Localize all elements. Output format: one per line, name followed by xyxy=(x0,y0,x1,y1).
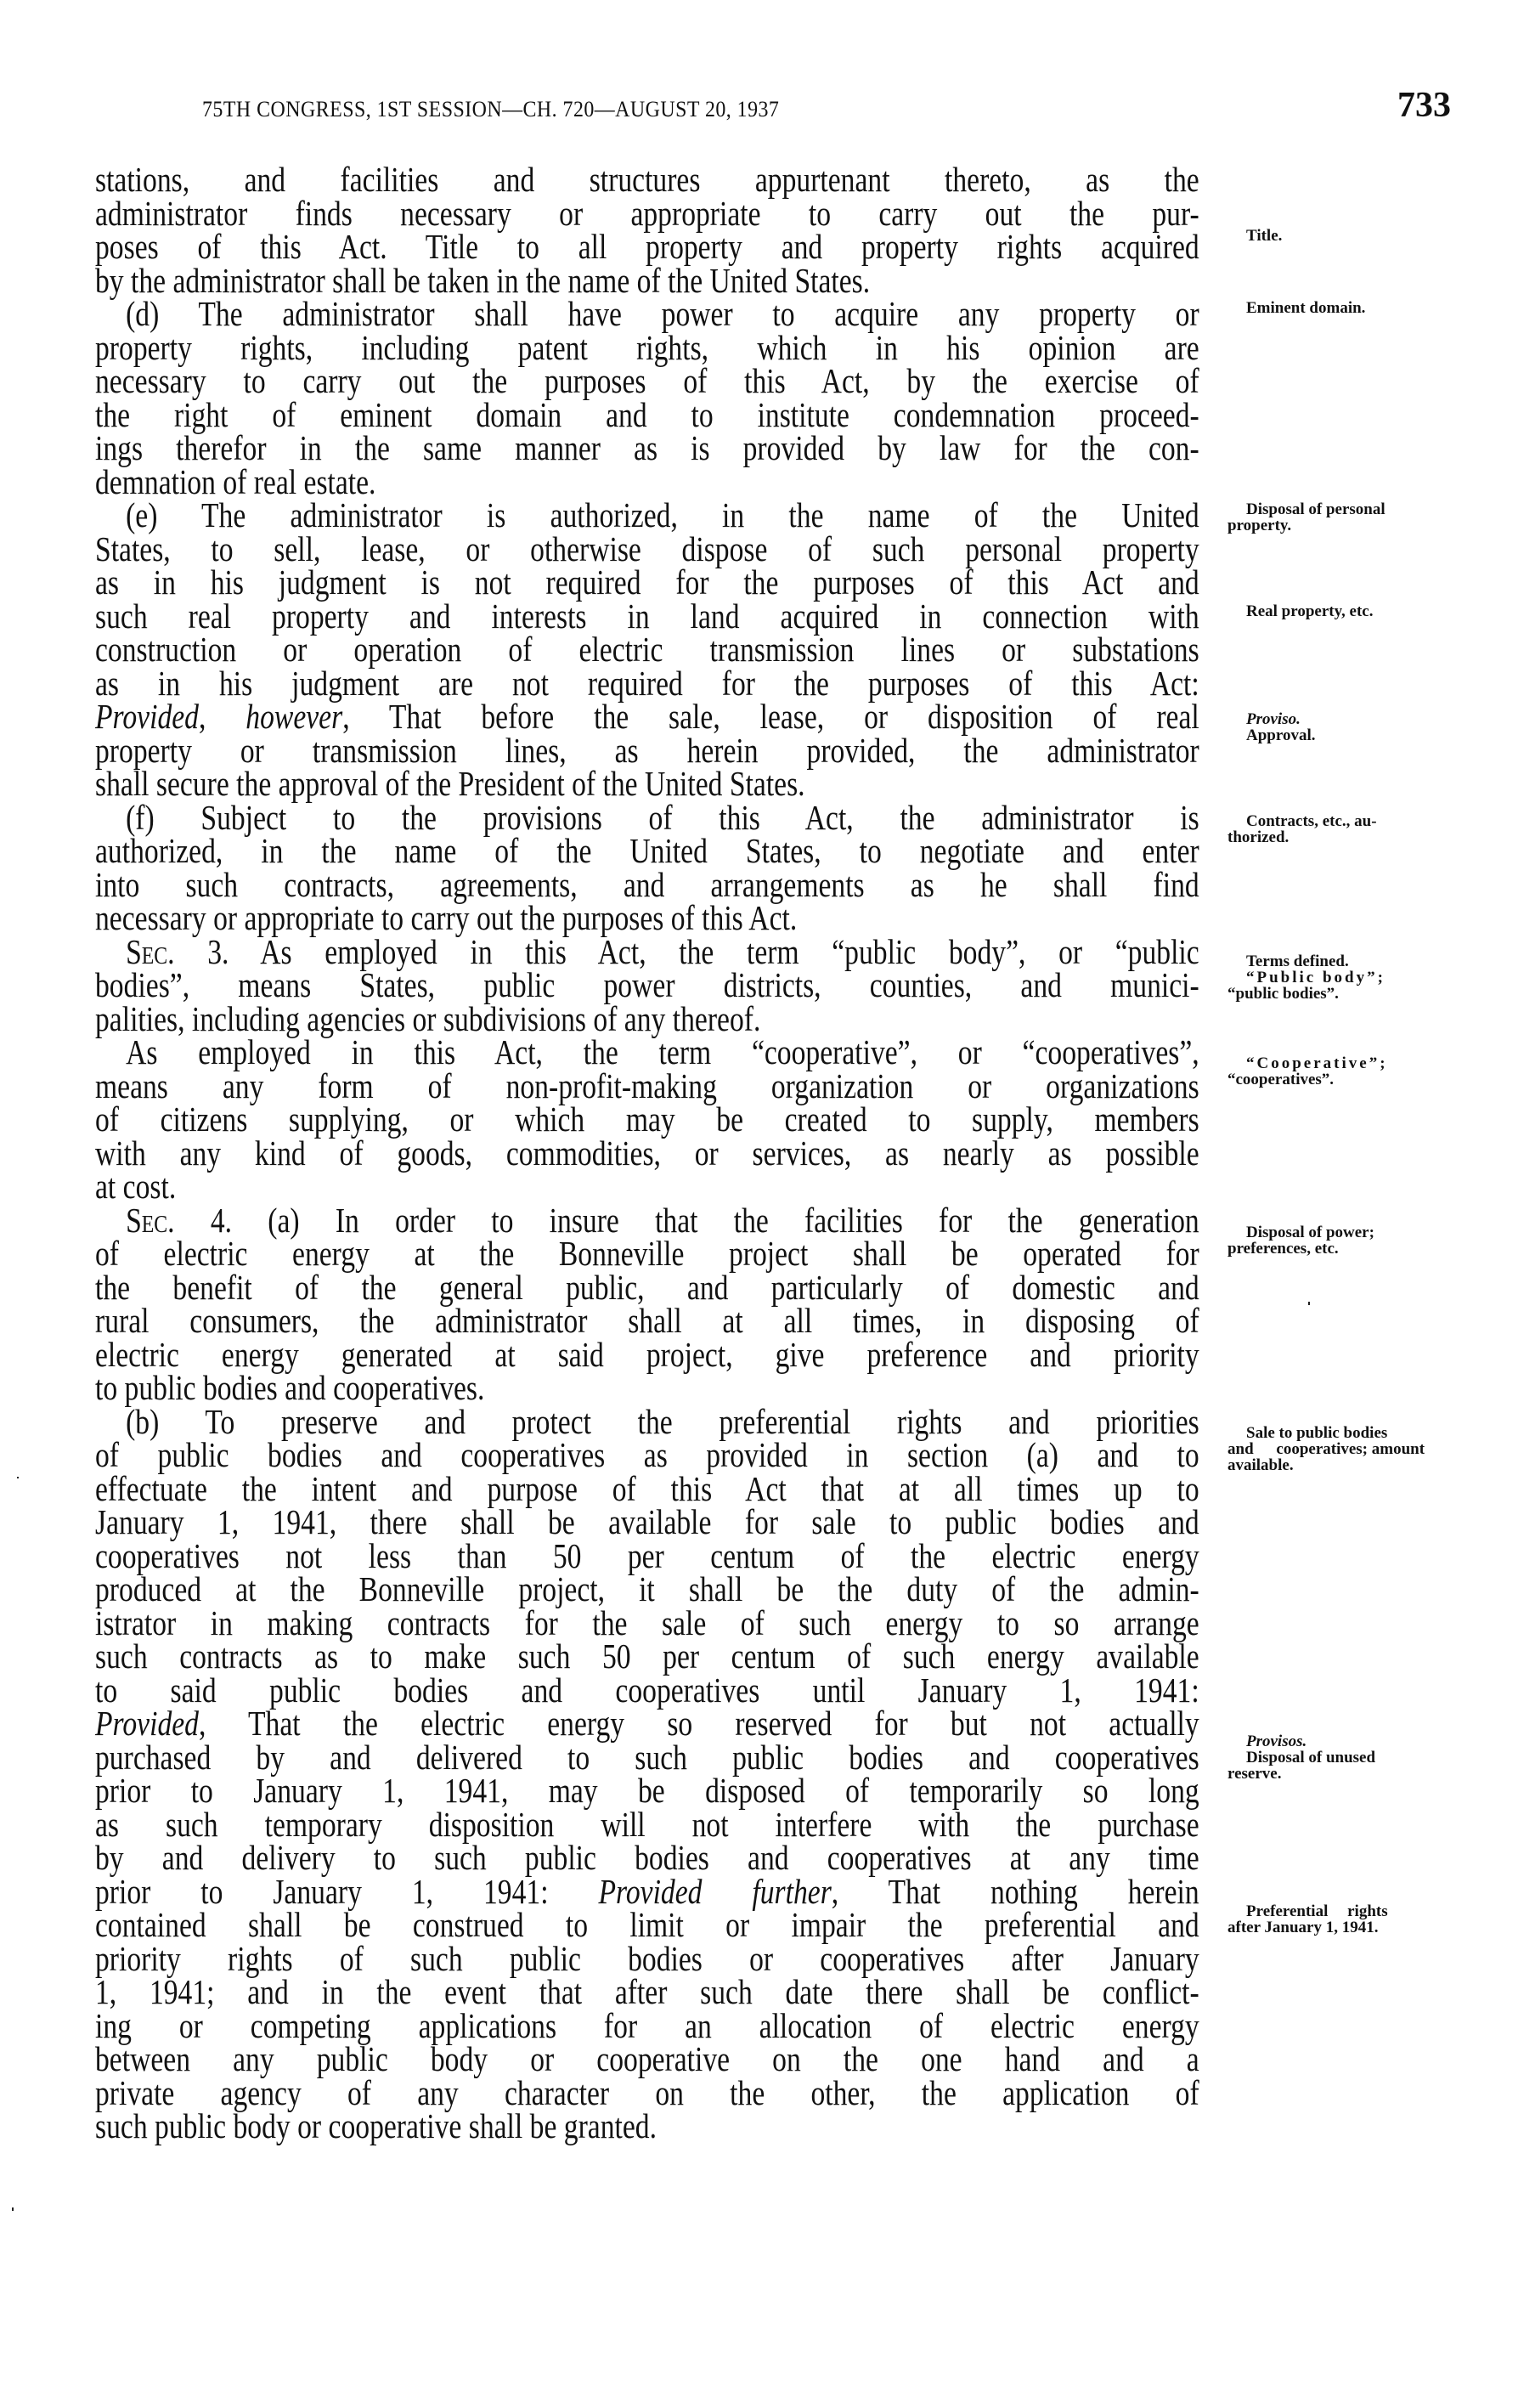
text-line: such contracts as to make such 50 per centum of such energy available xyxy=(95,1636,1199,1676)
stray-ink-mark xyxy=(12,2207,14,2211)
margin-note-disposal-power xyxy=(1227,1224,1465,1257)
text-fragment: , xyxy=(198,697,246,736)
margin-note-line: Terms defined. xyxy=(1246,952,1349,970)
text-line: ing or competing applications for an allocation of electric energy xyxy=(95,2005,1199,2045)
margin-note-title xyxy=(1227,228,1465,244)
text-fragment: , That nothing herein xyxy=(831,1871,1199,1911)
italic-provided: Provided xyxy=(95,1704,199,1743)
text-line: administrator finds necessary or appropriate to carry out the pur- xyxy=(95,193,1199,233)
margin-note-real-property xyxy=(1227,603,1465,619)
text-fragment: 3. As employed in this Act, the term “public body”, or “public xyxy=(174,931,1199,971)
text-line: such real property and interests in land acquired in connection with xyxy=(95,596,1199,636)
text-line: (b) To preserve and protect the preferential rights and priorities xyxy=(126,1401,1199,1441)
text-line: as in his judgment is not required for the purposes of this Act and xyxy=(95,562,1199,602)
text-line-proviso xyxy=(95,697,1199,736)
text-line: prior to January 1, 1941, may be disposed of temporarily so long xyxy=(95,1771,1199,1810)
text-line: private agency of any character on the other, the application of xyxy=(95,2072,1199,2112)
margin-note-line: Approval. xyxy=(1246,726,1316,744)
text-line: purchased by and delivered to such public bodies and cooperatives xyxy=(95,1737,1199,1777)
text-line: (d) The administrator shall have power to acquire any property or xyxy=(126,294,1199,333)
margin-note-disposal-personal-property xyxy=(1227,501,1465,534)
text-line: necessary or appropriate to carry out the purposes of this Act. xyxy=(95,898,798,937)
text-line: the benefit of the general public, and particularly of domestic and xyxy=(95,1267,1199,1307)
margin-note-line: property. xyxy=(1227,517,1292,534)
text-line: shall secure the approval of the President of the United States. xyxy=(95,764,805,803)
text-fragment: prior to January 1, 1941: xyxy=(95,1871,599,1911)
text-line: States, to sell, lease, or otherwise dispose of such personal property xyxy=(95,529,1199,568)
text-line: 1, 1941; and in the event that after such date there shall be conflict- xyxy=(95,1972,1199,2011)
text-line: the right of eminent domain and to institute condemnation proceed- xyxy=(95,394,1199,434)
text-line: means any form of non-profit-making organization or organizations xyxy=(95,1066,1199,1105)
margin-note-line: Contracts, etc., au- xyxy=(1246,812,1377,830)
margin-note-line: Title. xyxy=(1246,227,1283,245)
margin-note-provisos-unused-reserve xyxy=(1227,1733,1465,1782)
text-line: with any kind of goods, commodities, or services, as nearly as possible xyxy=(95,1133,1199,1173)
margin-note-line: reserve. xyxy=(1227,1765,1282,1783)
text-line: demnation of real estate. xyxy=(95,461,376,501)
margin-note-terms-defined xyxy=(1227,953,1465,1002)
text-line: at cost. xyxy=(95,1167,177,1206)
margin-note-proviso-approval xyxy=(1227,711,1465,743)
text-fragment: , That the electric energy so reserved for but not actually xyxy=(198,1704,1199,1743)
text-line: necessary to carry out the purposes of this Act, by the exercise of xyxy=(95,361,1199,400)
section-4-heading-line xyxy=(95,1200,1199,1240)
text-line: istrator in making contracts for the sale of such energy to so arrange xyxy=(95,1603,1199,1642)
margin-note-line: Real property, etc. xyxy=(1246,602,1374,620)
margin-note-line: “Public body”; xyxy=(1246,969,1385,986)
text-line: rural consumers, the administrator shall at all times, in disposing of xyxy=(95,1301,1199,1340)
running-head xyxy=(202,85,1451,126)
margin-note-line: thorized. xyxy=(1227,828,1290,846)
margin-note-contracts-authorized xyxy=(1227,813,1465,845)
text-line: produced at the Bonneville project, it shall be the duty of the admin- xyxy=(95,1569,1199,1608)
text-line: effectuate the intent and purpose of this Act that at all times up to xyxy=(95,1468,1199,1508)
text-line-proviso xyxy=(95,1704,1199,1743)
text-line: between any public body or cooperative on the one hand and a xyxy=(95,2039,1199,2078)
text-line: (f) Subject to the provisions of this Act, the administrator is xyxy=(126,797,1199,837)
margin-note-line: Proviso. xyxy=(1246,710,1301,728)
text-line: January 1, 1941, there shall be available for sale to public bodies and xyxy=(95,1502,1199,1541)
stray-ink-mark xyxy=(1308,1302,1310,1305)
margin-note-line: Sale to public bodies xyxy=(1246,1424,1388,1442)
italic-provided-further: Provided further xyxy=(598,1871,832,1911)
page-number: 733 xyxy=(1397,86,1451,125)
margin-note-cooperative xyxy=(1227,1055,1465,1088)
text-line: such public body or cooperative shall be granted. xyxy=(95,2106,657,2145)
text-line: contained shall be construed to limit or impair the preferential and xyxy=(95,1905,1199,1944)
text-line: of citizens supplying, or which may be created to supply, members xyxy=(95,1099,1199,1139)
italic-provided: Provided xyxy=(95,697,199,736)
text-line: (e) The administrator is authorized, in the name of the United xyxy=(126,495,1199,534)
text-fragment: , That before the sale, lease, or disposition of real xyxy=(342,697,1199,736)
margin-note-line: “Cooperative”; xyxy=(1246,1054,1388,1072)
text-line: of electric energy at the Bonneville project shall be operated for xyxy=(95,1234,1199,1273)
text-line: cooperatives not less than 50 per centum of the electric energy xyxy=(95,1535,1199,1575)
text-line: palities, including agencies or subdivisions of any thereof. xyxy=(95,998,761,1038)
statute-text xyxy=(95,160,1199,2145)
text-line: electric energy generated at said project, give preference and priority xyxy=(95,1334,1199,1374)
text-line: to public bodies and cooperatives. xyxy=(95,1368,485,1407)
text-line: property or transmission lines, as herein provided, the administrator xyxy=(95,730,1199,770)
margin-note-line: “cooperatives”. xyxy=(1227,1071,1335,1088)
margin-note-line: amount available. xyxy=(1227,1440,1425,1474)
margin-note-line: after January 1, 1941. xyxy=(1227,1919,1379,1936)
margin-note-line: Provisos. xyxy=(1246,1733,1307,1750)
running-title: 75TH CONGRESS, 1ST SESSION—CH. 720—AUGUST 20, 1937 xyxy=(202,97,780,122)
margin-note-line: and cooperatives; xyxy=(1227,1440,1369,1458)
text-fragment: 4. (a) In order to insure that the facilities for the generation xyxy=(174,1200,1199,1240)
text-line: by the administrator shall be taken in the name of the United States. xyxy=(95,260,871,300)
section-3-heading-line xyxy=(95,931,1199,971)
margin-note-line: preferences, etc. xyxy=(1227,1240,1339,1258)
text-line: to said public bodies and cooperatives until January 1, 1941: xyxy=(95,1670,1199,1710)
section-label: Sec. xyxy=(126,931,175,971)
text-line: bodies”, means States, public power districts, counties, and munici- xyxy=(95,965,1199,1004)
text-line: stations, and facilities and structures appurtenant thereto, as the xyxy=(95,160,1199,199)
stray-ink-mark xyxy=(17,1477,19,1478)
text-line: property rights, including patent rights, which in his opinion are xyxy=(95,327,1199,367)
text-line: of public bodies and cooperatives as provided in section (a) and to xyxy=(95,1435,1199,1474)
text-line: as in his judgment are not required for the purposes of this Act: xyxy=(95,663,1199,703)
text-line: as such temporary disposition will not interfere with the purchase xyxy=(95,1804,1199,1844)
margin-note-line: Disposal of power; xyxy=(1246,1224,1374,1241)
text-line: by and delivery to such public bodies and cooperatives at any time xyxy=(95,1838,1199,1877)
margin-note-line: Preferential rights xyxy=(1246,1902,1388,1920)
text-line: poses of this Act. Title to all property and property rights acquired xyxy=(95,227,1199,266)
section-label: Sec. xyxy=(126,1200,175,1240)
text-line: ings therefor in the same manner as is provided by law for the con- xyxy=(95,428,1199,467)
margin-note-sale-public-bodies xyxy=(1227,1425,1465,1473)
text-line: As employed in this Act, the term “cooperative”, or “cooperatives”, xyxy=(126,1032,1199,1071)
margin-note-line: Eminent domain. xyxy=(1246,299,1366,317)
text-line: into such contracts, agreements, and arrangements as he shall find xyxy=(95,864,1199,904)
margin-note-preferential-rights xyxy=(1227,1903,1465,1936)
margin-note-line: “public bodies”. xyxy=(1227,985,1339,1003)
margin-note-eminent-domain xyxy=(1227,300,1465,316)
text-line: authorized, in the name of the United States, to negotiate and enter xyxy=(95,831,1199,870)
text-line: priority rights of such public bodies or cooperatives after January xyxy=(95,1938,1199,1978)
margin-note-line: Disposal of personal xyxy=(1246,500,1385,518)
text-line: construction or operation of electric transmission lines or substations xyxy=(95,630,1199,669)
text-line-proviso xyxy=(95,1871,1199,1911)
italic-however: however xyxy=(245,697,343,736)
margin-note-line: Disposal of unused xyxy=(1246,1749,1376,1766)
